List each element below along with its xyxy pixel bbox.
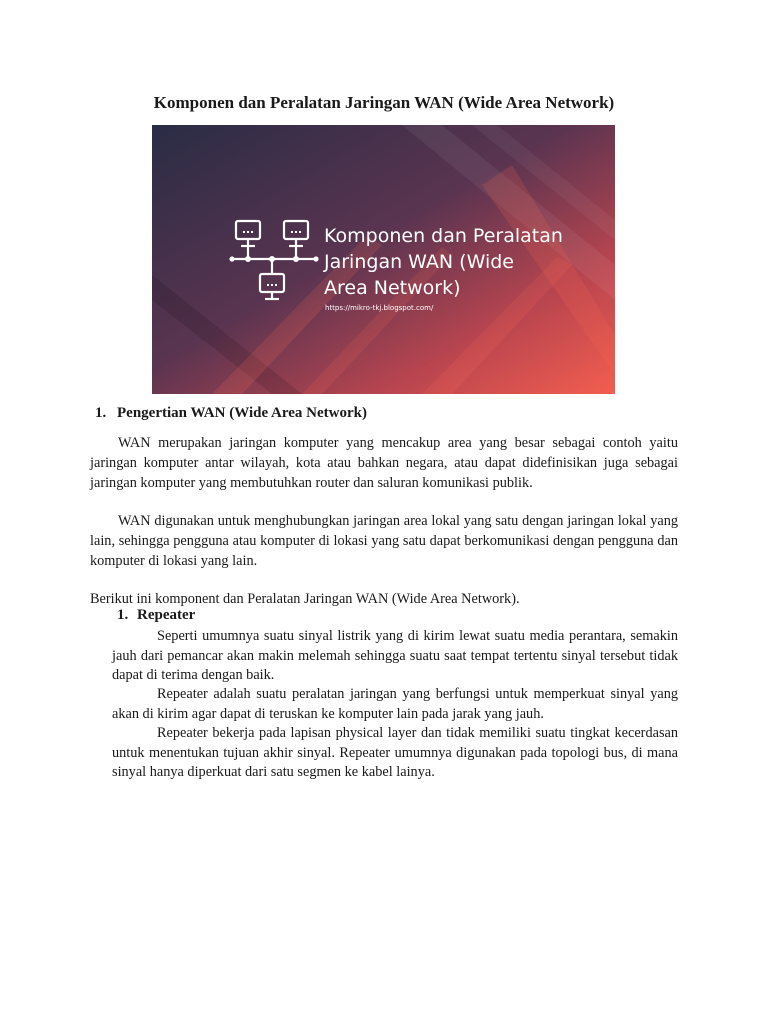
components-intro: Berikut ini komponent dan Peralatan Jaringan WAN (Wide Area Network). xyxy=(90,591,520,607)
paragraph-repeater-3: Repeater bekerja pada lapisan physical layer dan tidak memiliki suatu tingkat kecerdasan untuk menentukan tujuan akhir sinyal. Repeater umumnya digunakan pada topologi bus, di mana sinyal hanya diperkuat dari satu segmen ke kabel lainya. xyxy=(112,725,678,780)
banner-heading-line-3: Area Network) xyxy=(324,277,461,299)
paragraph-repeater-1: Seperti umumnya suatu sinyal listrik yang di kirim lewat suatu media perantara, semakin jauh dari pemancar akan makin melemah sehingga suatu saat tempat tertentu sinyal tersebut tidak dapat di terima dengan baik. xyxy=(112,628,678,683)
paragraph-wan-definition: WAN merupakan jaringan komputer yang mencakup area yang besar sebagai contoh yaitu jaringan komputer antar wilayah, kota atau bahkan negara, atau dapat didefinisikan juga sebagai jaringan komputer yang membutuhkan router dan saluran komunikasi publik. xyxy=(90,435,678,491)
paragraph-repeater-2: Repeater adalah suatu peralatan jaringan yang berfungsi untuk memperkuat sinyal yang akan di kirim agar dapat di teruskan ke komputer lain pada jarak yang jauh. xyxy=(112,686,678,722)
subheading-text: Repeater xyxy=(137,607,196,623)
section-heading-text: Pengertian WAN (Wide Area Network) xyxy=(117,405,367,421)
banner-heading-line-1: Komponen dan Peralatan xyxy=(324,225,563,247)
banner-image xyxy=(152,125,615,394)
subheading-repeater xyxy=(117,607,195,624)
banner-heading-line-2: Jaringan WAN (Wide xyxy=(324,251,514,273)
section-heading-pengertian xyxy=(95,405,367,422)
banner-url: https://mikro-tkj.blogspot.com/ xyxy=(325,304,434,312)
paragraph-wan-usage: WAN digunakan untuk menghubungkan jaringan area lokal yang satu dengan jaringan lokal yang lain, sehingga pengguna atau komputer di lokasi yang satu dapat berkomunikasi dengan pengguna dan komputer di lokasi yang lain. xyxy=(90,513,678,569)
section-number: 1. xyxy=(95,405,107,421)
subheading-number: 1. xyxy=(117,607,129,623)
document-title: Komponen dan Peralatan Jaringan WAN (Wide Area Network) xyxy=(153,93,615,112)
